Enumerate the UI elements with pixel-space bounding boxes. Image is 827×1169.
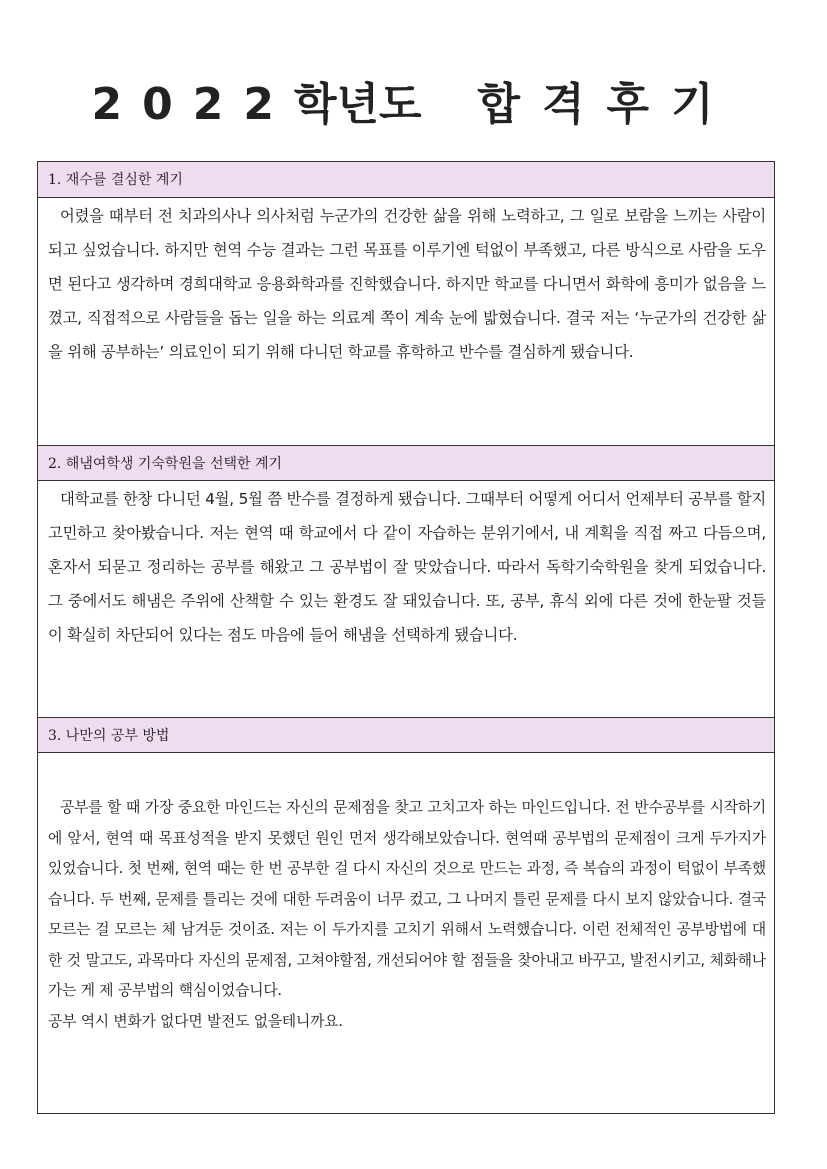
section-body [38,793,774,1037]
section-paragraph: 어렸을 때부터 전 치과의사나 의사처럼 누군가의 건강한 삶을 위해 노력하고, 그 일로 보람을 느끼는 사람이 되고 싶었습니다. 하지만 현역 수능 결과는 그런 목표를 이루기엔 턱없이 부족했고, 다른 방식으로 사람을 도우면 된다고 생각하며 경희대학교 응용화학과를 진학했습니다. 하지만 학교를 다니면서 화학에 흥미가 없음을 느꼈고, 직접적으로 사람들을 돕는 일을 하는 의료계 쪽이 계속 눈에 밟혔습니다. 결국 저는 ‘누군가의 건강한 삶을 위해 공부하는’ 의료인이 되기 위해 다니던 학교를 휴학하고 반수를 결심하게 됐습니다. [48,207,766,361]
title-word: 합격후기 [477,79,736,130]
section-reason-academy [38,445,774,717]
section-paragraph: 대학교를 한창 다니던 4월, 5월 쯤 반수를 결정하게 됐습니다. 그때부터 어떻게 어디서 언제부터 공부를 할지 고민하고 찾아봤습니다. 저는 현역 때 학교에서 다 같이 자습하는 분위기에서, 내 계획을 직접 짜고 다듬으며, 혼자서 되묻고 정리하는 공부를 해왔고 그 공부법이 잘 맞았습니다. 따라서 독학기숙학원을 찾게 되었습니다. 그 중에서도 해냄은 주위에 산책할 수 있는 환경도 잘 돼있습니다. 또, 공부, 휴식 외에 다른 것에 한눈팔 것들이 확실히 차단되어 있다는 점도 마음에 들어 해냄을 선택하게 됐습니다. [48,490,766,644]
section-body [38,199,774,369]
section-paragraph: 공부를 할 때 가장 중요한 마인드는 자신의 문제점을 찾고 고치고자 하는 마인드입니다. 전 반수공부를 시작하기에 앞서, 현역 때 목표성적을 받지 못했던 원인 먼저 생각해보았습니다. 현역때 공부법의 문제점이 크게 두가지가 있었습니다. 첫 번째, 현역 때는 한 번 공부한 걸 다시 자신의 것으로 만드는 과정, 즉 복습의 과정이 턱없이 부족했습니다. 두 번째, 문제를 틀리는 것에 대한 두려움이 너무 컸고, 그 나머지 틀린 문제를 다시 보지 않았습니다. 결국 모르는 걸 모르는 체 남겨둔 것이죠. 저는 이 두가지를 고치기 위해서 노력했습니다. 이런 전체적인 공부방법에 대한 것 말고도, 과목마다 자신의 문제점, 고쳐야할점, 개선되어야 할 점들을 찾아내고 바꾸고, 발전시키고, 체화해나가는 게 제 공부법의 핵심이었습니다. [48,799,766,999]
section-heading: 2. 해냄여학생 기숙학원을 선택한 계기 [38,445,774,481]
section-heading: 3. 나만의 공부 방법 [38,717,774,753]
section-study-method [38,717,774,1114]
review-form-table [37,161,775,1114]
section-paragraph: 공부 역시 변화가 없다면 발전도 없을테니까요. [48,1012,343,1030]
section-body [38,482,774,652]
page-title [0,68,827,132]
title-year: 2022 [91,79,294,130]
section-heading: 1. 재수를 결심한 계기 [38,162,774,198]
title-suffix: 학년도 [293,79,422,130]
section-reason-retake [38,162,774,445]
